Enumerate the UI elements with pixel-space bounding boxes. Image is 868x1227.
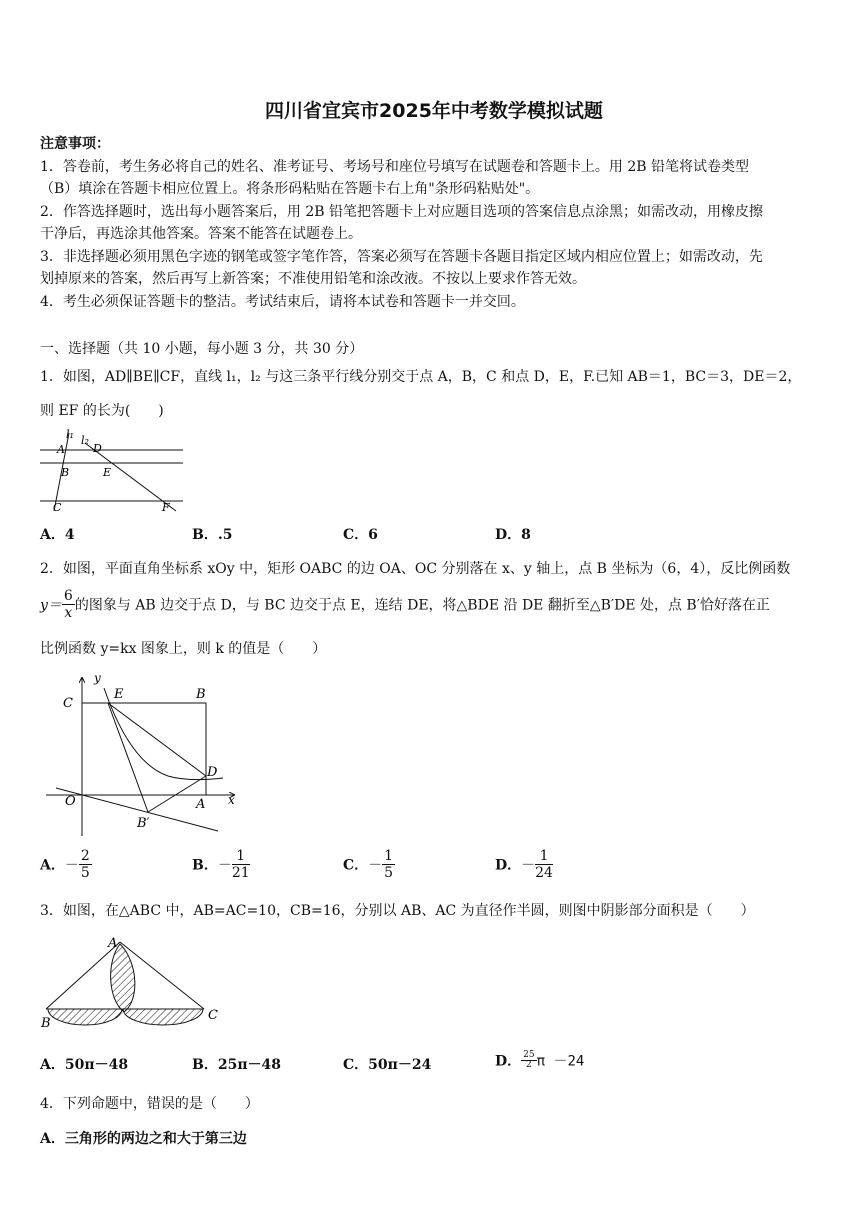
label-F: F — [162, 501, 170, 513]
q2-func-y: y＝ — [40, 597, 62, 614]
q1-option-b: B．.5 — [192, 527, 233, 543]
label-l1: l₁ — [66, 428, 74, 441]
q2-func-fraction — [62, 588, 75, 621]
q2-option-a — [40, 848, 92, 881]
fraction-num: 1 — [232, 848, 250, 865]
q1-stem: 1．如图，AD∥BE∥CF，直线 l₁，l₂ 与这三条平行线分别交于点 A，B，C 和点 D，E，F.已知 AB＝1，BC＝3，DE＝2， — [40, 369, 802, 385]
fraction-den: 5 — [384, 865, 394, 881]
label-D: D — [93, 442, 102, 455]
q1-option-d: D．8 — [495, 527, 531, 543]
label-y: y — [94, 671, 101, 685]
option-letter: C． — [343, 857, 369, 874]
q3-stem: 3．如图，在△ABC 中，AB=AC=10，CB=16，分别以 AB、AC 为直径作半圆，则图中阴影部分面积是（ ） — [40, 903, 755, 919]
q2-func-num: 6 — [63, 588, 73, 604]
label-Bprime: B′ — [137, 816, 150, 831]
fraction-num: 1 — [384, 848, 394, 864]
minus-sign: － — [64, 857, 79, 874]
fraction-den: 24 — [535, 865, 553, 881]
notice-line: 1．答卷前，考生务必将自己的姓名、准考证号、考场号和座位号填写在试题卷和答题卡上。用 2B 铅笔将试卷类型 — [40, 159, 749, 175]
label-A: A — [57, 443, 65, 456]
q1-option-a: A．4 — [40, 527, 75, 543]
page-title: 四川省宜宾市2025年中考数学模拟试题 — [265, 100, 603, 122]
fraction-den: 21 — [231, 865, 250, 881]
q1-option-c: C．6 — [343, 527, 378, 543]
q3-option-c: C．50π－24 — [343, 1057, 432, 1073]
label-C: C — [208, 1008, 218, 1023]
q1-figure — [38, 425, 188, 513]
q4-option-a: A．三角形的两边之和大于第三边 — [40, 1131, 247, 1147]
q3-figure — [38, 932, 228, 1032]
fraction-den: 5 — [80, 865, 90, 881]
option-fraction — [79, 848, 92, 881]
q3-option-b: B．25π－48 — [192, 1057, 282, 1073]
option-fraction — [232, 848, 250, 881]
notice-line: 2．作答选择题时，选出每小题答案后，用 2B 铅笔把答题卡上对应题目选项的答案信息点涂黑；如需改动，用橡皮擦 — [40, 204, 763, 220]
q2-option-b — [192, 848, 250, 881]
q3-option-a: A．50π－48 — [40, 1057, 129, 1073]
label-A: A — [196, 797, 206, 812]
q2-option-c — [343, 848, 395, 881]
minus-sign: － — [217, 857, 232, 874]
label-B: B — [41, 1016, 51, 1031]
notice-line: （B）填涂在答题卡相应位置上。将条形码粘贴在答题卡右上角"条形码粘贴处"。 — [40, 181, 540, 197]
fraction-num: 2 — [80, 848, 90, 864]
option-letter: D． — [495, 857, 522, 874]
section-heading: 一、选择题（共 10 小题，每小题 3 分，共 30 分） — [40, 341, 364, 357]
fraction-num: 25 — [523, 1050, 535, 1060]
option-letter: B． — [192, 857, 218, 874]
q2-figure — [38, 668, 248, 840]
label-B: B — [196, 687, 206, 702]
q2-stem-cont — [40, 588, 770, 621]
label-C: C — [53, 501, 62, 513]
notice-line: 干净后，再选涂其他答案。答案不能答在试题卷上。 — [40, 226, 362, 242]
q1-stem-cont: 则 EF 的长为( ) — [40, 403, 164, 419]
q2-stem: 2．如图，平面直角坐标系 xOy 中，矩形 OABC 的边 OA、OC 分别落在 x、y 轴上，点 B 坐标为（6，4），反比例函数 — [40, 561, 791, 577]
q2-stem-text: 的图象与 AB 边交于点 D，与 BC 边交于点 E，连结 DE，将△BDE 沿 DE 翻折至△B′DE 处，点 B′恰好落在正 — [74, 597, 770, 614]
q2-stem-cont2: 比例函数 y=kx 图象上，则 k 的值是（ ） — [40, 641, 327, 657]
option-rest: π －24 — [536, 1053, 585, 1070]
option-fraction — [535, 848, 553, 881]
option-fraction — [521, 1051, 536, 1070]
fraction-den: 2 — [526, 1060, 532, 1070]
notice-line: 4．考生必须保证答题卡的整洁。考试结束后，请将本试卷和答题卡一并交回。 — [40, 294, 525, 310]
q2-option-d — [495, 848, 553, 881]
q4-stem: 4．下列命题中，错误的是（ ） — [40, 1096, 259, 1112]
label-D: D — [207, 765, 218, 780]
label-E: E — [103, 466, 112, 479]
q3-option-d — [495, 1050, 584, 1071]
option-fraction — [382, 848, 395, 881]
label-A: A — [108, 936, 118, 951]
label-B: B — [61, 466, 70, 479]
option-letter: D． — [495, 1053, 522, 1070]
notice-line: 3．非选择题必须用黑色字迹的钢笔或签字笔作答，答案必须写在答题卡各题目指定区域内相应位置上；如需改动，先 — [40, 249, 763, 265]
label-x: x — [228, 793, 235, 807]
label-l2: l₂ — [81, 434, 89, 447]
fraction-num: 1 — [535, 848, 553, 865]
label-C: C — [63, 696, 73, 711]
minus-sign: － — [521, 857, 536, 874]
notice-heading: 注意事项： — [40, 136, 110, 152]
label-O: O — [65, 794, 76, 809]
minus-sign: － — [368, 857, 383, 874]
q2-func-den: x — [64, 605, 73, 621]
option-letter: A． — [40, 857, 65, 874]
label-E: E — [114, 687, 124, 702]
notice-line: 划掉原来的答案，然后再写上新答案；不准使用铅笔和涂改液。不按以上要求作答无效。 — [40, 271, 586, 287]
